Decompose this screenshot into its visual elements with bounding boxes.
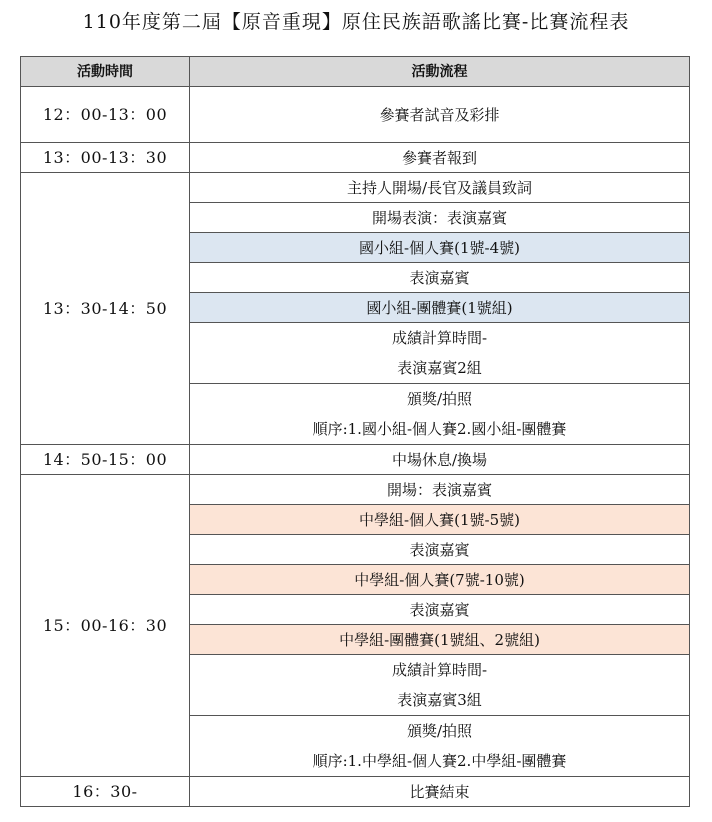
flow-cell [190, 716, 690, 777]
flow-text: 參賽者試音及彩排 [379, 105, 500, 124]
time-cell: 13：30-14：50 [21, 173, 190, 445]
page-title: 110年度第二屆【原音重現】原住民族語歌謠比賽-比賽流程表 [82, 11, 630, 33]
flow-cell [190, 625, 690, 655]
flow-cell [190, 173, 690, 203]
flow-subtext: 表演嘉賓3組 [397, 691, 482, 709]
flow-text: 參賽者報到 [401, 148, 477, 167]
table-row [21, 143, 690, 173]
flow-text: 表演嘉賓 [409, 600, 470, 619]
flow-cell [190, 505, 690, 535]
flow-cell [190, 445, 690, 475]
flow-cell [190, 384, 690, 445]
flow-text: 頒獎/拍照 [406, 390, 473, 408]
time-cell: 13：00-13：30 [21, 143, 190, 173]
flow-cell [190, 777, 690, 807]
flow-cell [190, 203, 690, 233]
flow-text: 表演嘉賓 [409, 268, 470, 287]
flow-text: 頒獎/拍照 [406, 722, 473, 740]
flow-text: 國小組-團體賽(1號組) [366, 298, 513, 317]
table-row [21, 445, 690, 475]
flow-text: 表演嘉賓 [409, 540, 470, 559]
table-row [21, 475, 690, 505]
schedule-body [21, 87, 690, 807]
time-cell: 14：50-15：00 [21, 445, 190, 475]
flow-text: 開場表演：表演嘉賓 [371, 208, 507, 227]
flow-subtext: 表演嘉賓2組 [397, 359, 482, 377]
flow-text: 中學組-個人賽(7號-10號) [354, 570, 525, 589]
flow-cell [190, 87, 690, 143]
time-cell: 12：00-13：00 [21, 87, 190, 143]
flow-text: 主持人開場/長官及議員致詞 [346, 178, 533, 197]
header-flow: 活動流程 [190, 57, 690, 87]
flow-text: 成績計算時間- [391, 661, 488, 679]
flow-text: 開場：表演嘉賓 [386, 480, 492, 499]
time-cell: 15：00-16：30 [21, 475, 190, 777]
flow-text: 成績計算時間- [391, 329, 488, 347]
flow-subtext: 順序:1.中學組-個人賽2.中學組-團體賽 [312, 752, 567, 770]
flow-cell [190, 535, 690, 565]
flow-cell [190, 233, 690, 263]
flow-cell [190, 655, 690, 716]
flow-cell [190, 565, 690, 595]
flow-cell [190, 263, 690, 293]
schedule-table [20, 56, 690, 807]
table-row [21, 173, 690, 203]
flow-text: 國小組-個人賽(1號-4號) [359, 238, 520, 257]
table-row [21, 777, 690, 807]
flow-cell [190, 143, 690, 173]
header-time: 活動時間 [21, 57, 190, 87]
flow-text: 中學組-團體賽(1號組、2號組) [339, 630, 540, 649]
flow-text: 中場休息/換場 [391, 450, 488, 469]
flow-text: 中學組-個人賽(1號-5號) [359, 510, 520, 529]
flow-cell [190, 475, 690, 505]
flow-text: 比賽結束 [409, 782, 470, 801]
flow-cell [190, 323, 690, 384]
time-cell: 16：30- [21, 777, 190, 807]
table-header-row [21, 57, 690, 87]
table-row [21, 87, 690, 143]
flow-subtext: 順序:1.國小組-個人賽2.國小組-團體賽 [312, 420, 567, 438]
flow-cell [190, 595, 690, 625]
flow-cell [190, 293, 690, 323]
